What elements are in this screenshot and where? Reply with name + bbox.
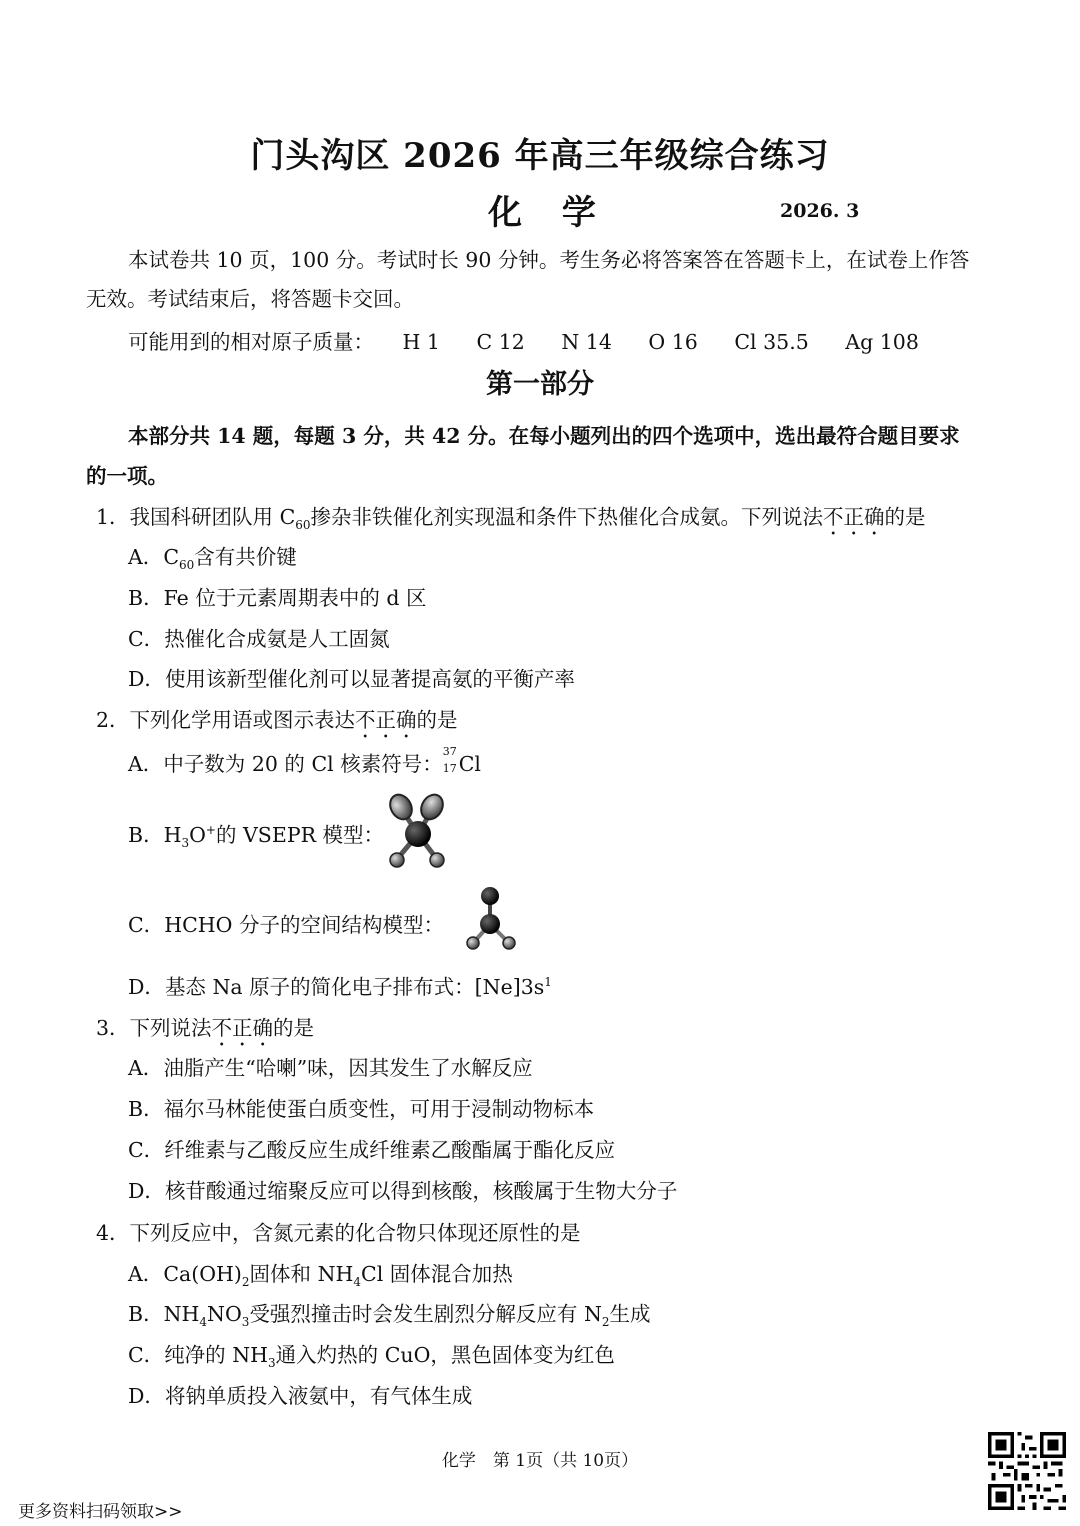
q1-c-text: 热催化合成氨是人工固氮 [164,627,390,651]
q2-c-label: C． [128,913,165,937]
q1-emphasis: 不正确 [823,505,885,529]
page-footer: 化学 第 1页（共 10页） [441,1451,639,1471]
q2-stem-post: 的是 [416,708,458,732]
q4-b-s3: 2 [601,1315,610,1330]
q4-stem: 下列反应中，含氮元素的化合物只体现还原性的是 [129,1221,581,1245]
q4-b-p3: 受强烈撞击时会发生剧烈分解反应有 N [249,1302,602,1326]
q2-a-text: 中子数为 20 的 Cl 核素符号： [163,752,443,776]
mass-h: H 1 [402,330,440,354]
q4-d-text: 将钠单质投入液氨中，有气体生成 [164,1384,473,1408]
q3-c-text: 纤维素与乙酸反应生成纤维素乙酸酯属于酯化反应 [164,1138,616,1162]
q1-stem-post: 的是 [884,505,926,529]
q2-b-label: B． [128,823,164,847]
atomic-masses [128,322,919,362]
mass-n: N 14 [561,330,612,354]
section-desc-1: 本部分共 14 题，每题 3 分，共 42 分。在每小题列出的四个选项中，选出最符合题目要求 [128,424,960,448]
q4-c-p2: 通入灼热的 CuO，黑色固体变为红色 [275,1343,615,1367]
q3-a-label: A． [128,1056,164,1080]
mass-number: 37 [442,745,457,758]
q3-d-label: D． [128,1179,165,1203]
q4-option-d [128,1379,472,1409]
q2-b-post: 的 VSEPR 模型： [215,823,385,847]
q2-number: 2． [96,708,130,732]
q1-a-post: 含有共价键 [194,545,297,569]
nuclide-notation [442,745,459,775]
vsepr-model-image [384,792,450,872]
q1-b-label: B． [128,586,164,610]
q1-b-text: Fe 位于元素周期表中的 d 区 [163,586,427,610]
q3-b-text: 福尔马林能使蛋白质变性，可用于浸制动物标本 [163,1097,595,1121]
q4-option-b [128,1297,651,1329]
atomic-number: 17 [442,762,457,775]
q1-stem-pre: 我国科研团队用 C [129,505,296,529]
q3-number: 3． [96,1016,130,1040]
more-resources-text[interactable]: 更多资料扫码领取>> [18,1502,183,1522]
q4-a-s1: 2 [241,1275,250,1290]
q2-option-d [128,970,552,1000]
q3-option-a [128,1051,533,1081]
q3-d-text: 核苷酸通过缩聚反应可以得到核酸，核酸属于生物大分子 [164,1179,678,1203]
qr-code-icon[interactable] [988,1432,1066,1510]
mass-ag: Ag 108 [845,330,919,354]
q2-c-text: HCHO 分子的空间结构模型： [164,913,444,937]
q1-a-label: A． [128,545,164,569]
q2-option-a [128,747,481,777]
q4-b-p2: NO [207,1302,242,1326]
q4-b-label: B． [128,1302,164,1326]
q4-option-c [128,1338,615,1370]
exam-title: 门头沟区 2026 年高三年级综合练习 [250,136,830,176]
q4-b-s1: 4 [199,1315,208,1330]
q4-a-p3: Cl 固体混合加热 [361,1262,513,1286]
q2-b-sub: 3 [181,836,190,851]
q2-a-label: A． [128,752,164,776]
q3-stem-post: 的是 [273,1016,315,1040]
q4-d-label: D． [128,1384,165,1408]
q1-number: 1． [96,505,130,529]
q1-option-d [128,662,575,692]
q1-option-c [128,622,390,652]
q3-b-label: B． [128,1097,164,1121]
q2-d-label: D． [128,975,165,999]
hcho-model-image [462,884,524,952]
q2-d-sup: 1 [544,975,552,990]
q1-a-pre: C [163,545,179,569]
q1-option-a [128,540,297,572]
q1-stem-mid: 掺杂非铁催化剂实现温和条件下热催化合成氨。下列说法 [310,505,824,529]
q4-b-p4: 生成 [609,1302,651,1326]
q3-c-label: C． [128,1138,165,1162]
q1-d-label: D． [128,667,165,691]
q2-option-b [128,818,384,850]
q4-c-s1: 3 [268,1356,276,1371]
intro-line-2: 无效。考试结束后，将答题卡交回。 [86,287,414,311]
section-desc-2: 的一项。 [86,464,168,488]
mass-c: C 12 [476,330,525,354]
q4-a-s2: 4 [353,1275,362,1290]
q2-stem-pre: 下列化学用语或图示表达 [129,708,356,732]
question-3 [96,1011,314,1051]
q1-d-text: 使用该新型催化剂可以显著提高氨的平衡产率 [164,667,575,691]
section-title: 第一部分 [486,369,594,400]
question-2 [96,703,458,743]
question-4 [96,1216,581,1246]
q4-a-p1: Ca(OH) [163,1262,242,1286]
q3-a-text: 油脂产生“哈喇”味，因其发生了水解反应 [163,1056,533,1080]
mass-o: O 16 [648,330,698,354]
q4-number: 4． [96,1221,130,1245]
q2-b-pre: H [163,823,182,847]
q4-b-s2: 3 [241,1315,250,1330]
q3-stem-pre: 下列说法 [129,1016,212,1040]
intro-line-1: 本试卷共 10 页，100 分。考试时长 90 分钟。考生务必将答案答在答题卡上，在试卷上作答 [128,248,970,272]
q4-c-p1: 纯净的 NH [164,1343,269,1367]
q2-b-mid: O [189,823,206,847]
q4-a-p2: 固体和 NH [249,1262,354,1286]
q2-d-text: 基态 Na 原子的简化电子排布式：[Ne]3s [164,975,545,999]
element-symbol: Cl [458,752,481,776]
q4-c-label: C． [128,1343,165,1367]
q2-option-c [128,908,444,938]
q3-option-c [128,1133,615,1163]
q3-emphasis: 不正确 [211,1016,274,1040]
subject-title: 化 学 [488,193,610,233]
q4-b-p1: NH [163,1302,200,1326]
question-1 [96,500,926,540]
q1-c-label: C． [128,627,165,651]
q3-option-b [128,1092,594,1122]
masses-label: 可能用到的相对原子质量： [128,330,374,354]
q3-option-d [128,1174,677,1204]
exam-date: 2026. 3 [780,200,860,222]
q2-emphasis: 不正确 [355,708,417,732]
q1-sub: 60 [295,518,311,533]
q1-option-b [128,581,426,611]
q4-a-label: A． [128,1262,164,1286]
mass-cl: Cl 35.5 [734,330,809,354]
q2-b-sup: + [205,823,216,838]
q1-a-sub: 60 [179,558,195,573]
q4-option-a [128,1257,513,1289]
